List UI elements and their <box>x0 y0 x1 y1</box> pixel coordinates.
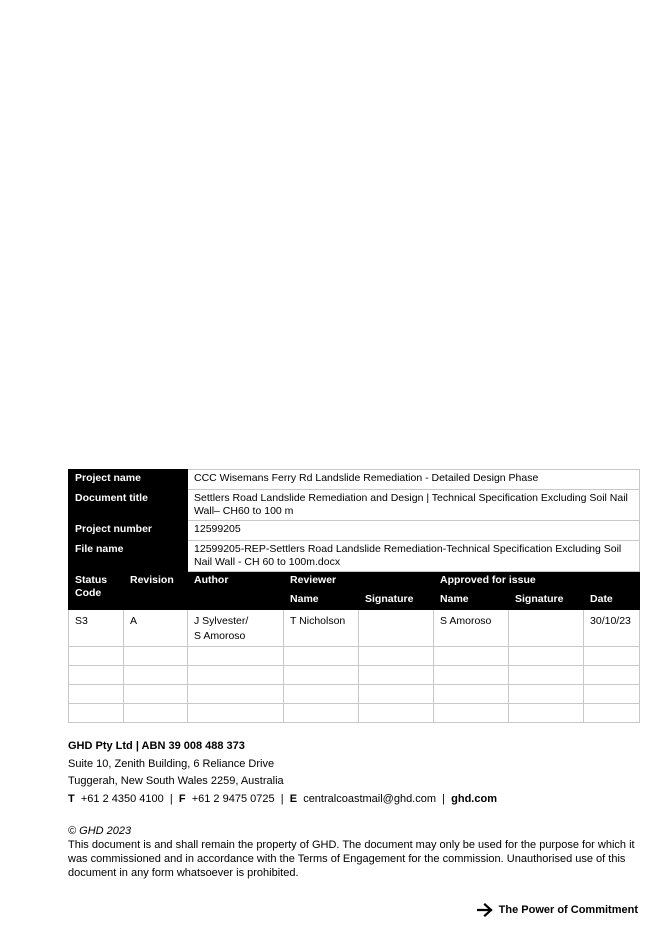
fax-number: +61 2 9475 0725 <box>191 792 275 805</box>
company-name: GHD Pty Ltd | ABN 39 008 488 373 <box>68 740 245 752</box>
author-cell <box>188 610 284 647</box>
document-title-label: Document title <box>69 490 188 521</box>
address-line-2: Tuggerah, New South Wales 2259, Australia <box>68 775 284 787</box>
arrow-right-icon <box>477 903 493 917</box>
date-header: Date <box>584 591 640 610</box>
reviewer-signature-header: Signature <box>359 591 434 610</box>
project-name-label: Project name <box>69 470 188 490</box>
approved-signature-header: Signature <box>509 591 584 610</box>
project-number-row <box>69 521 640 541</box>
copyright-block <box>68 824 638 880</box>
approved-name-cell: S Amoroso <box>434 610 509 647</box>
status-code-header: Status Code <box>69 572 124 610</box>
file-name-value: 12599205-REP-Settlers Road Landslide Remediation-Technical Specification Excluding Soil Nail Wall - CH 60 to 100m.docx <box>188 541 640 572</box>
tagline-text: The Power of Commitment <box>498 904 638 916</box>
fax-label: F <box>178 792 186 805</box>
revision-header: Revision <box>124 572 188 610</box>
email-label: E <box>289 792 298 805</box>
table-row <box>69 685 640 704</box>
email-link[interactable]: centralcoastmail@ghd.com <box>303 792 437 805</box>
document-title-value: Settlers Road Landslide Remediation and Design | Technical Specification Excluding Soil Nail Wall– CH60 to 100 m <box>188 490 640 521</box>
revision-cell: A <box>124 610 188 647</box>
website-link[interactable]: ghd.com <box>451 792 497 805</box>
author-header: Author <box>188 572 284 610</box>
reviewer-name-header: Name <box>284 591 359 610</box>
approved-name-header: Name <box>434 591 509 610</box>
table-row <box>69 666 640 685</box>
author-line-2: S Amoroso <box>194 630 246 642</box>
file-name-row <box>69 541 640 572</box>
table-row <box>69 610 640 647</box>
table-row <box>69 704 640 723</box>
separator: | <box>280 792 284 805</box>
reviewer-name-cell: T Nicholson <box>284 610 359 647</box>
reviewer-signature-cell <box>359 610 434 647</box>
phone-label: T <box>68 792 75 805</box>
table-row <box>69 647 640 666</box>
project-number-value: 12599205 <box>188 521 640 541</box>
reviewer-header: Reviewer <box>284 572 434 591</box>
author-line-1: J Sylvester/ <box>194 615 249 627</box>
copyright-text: This document is and shall remain the property of GHD. The document may only be used for the purpose for which it was commissioned and in accordance with the Terms of Engagement for the commission. Unauthorised use of this document in any form whatsoever is prohibited. <box>68 839 635 879</box>
phone-number: +61 2 4350 4100 <box>80 792 164 805</box>
separator: | <box>442 792 446 805</box>
separator: | <box>169 792 173 805</box>
tagline <box>477 903 638 917</box>
document-control-table <box>68 469 640 723</box>
contact-line <box>68 791 497 809</box>
status-cell: S3 <box>69 610 124 647</box>
company-details <box>68 738 497 808</box>
copyright-line: © GHD 2023 <box>68 825 132 837</box>
file-name-label: File name <box>69 541 188 572</box>
approved-header: Approved for issue <box>434 572 640 591</box>
header-row <box>69 572 640 591</box>
address-line-1: Suite 10, Zenith Building, 6 Reliance Drive <box>68 757 275 770</box>
approved-signature-cell <box>509 610 584 647</box>
project-name-row <box>69 470 640 490</box>
date-cell: 30/10/23 <box>584 610 640 647</box>
document-title-row <box>69 490 640 521</box>
project-number-label: Project number <box>69 521 188 541</box>
project-name-value: CCC Wisemans Ferry Rd Landslide Remediation - Detailed Design Phase <box>188 470 640 490</box>
